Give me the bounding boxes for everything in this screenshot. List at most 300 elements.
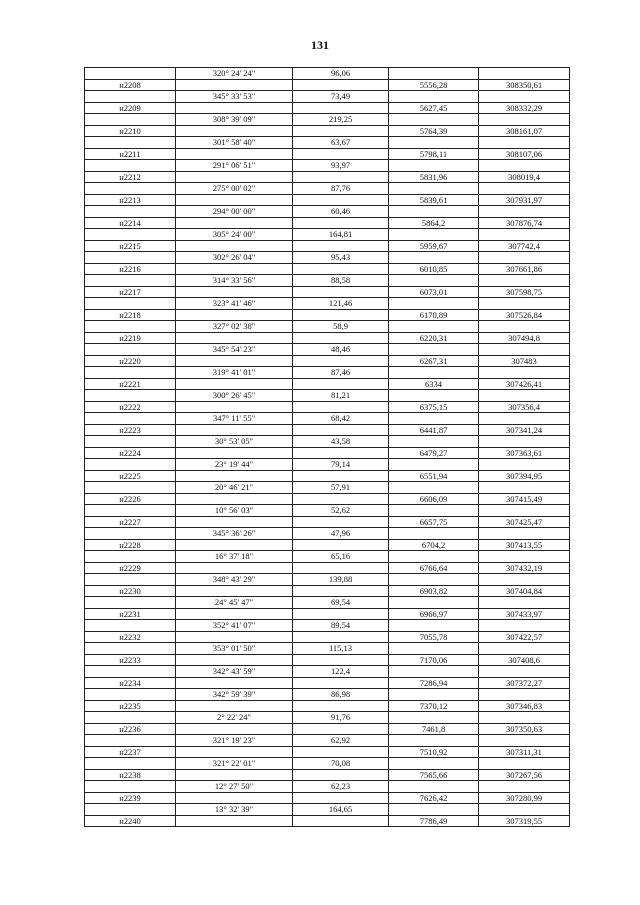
x-coordinate-cell: 7370,12 <box>389 700 479 712</box>
y-coordinate-cell: 308350,61 <box>479 79 570 91</box>
point-row <box>85 470 570 482</box>
x-coordinate-cell: 5627,45 <box>389 102 479 114</box>
point-name-cell <box>85 528 176 540</box>
x-coordinate-cell: 6441,87 <box>389 424 479 436</box>
point-name-cell <box>85 482 176 494</box>
direction-angle-cell: 342° 43' 59" <box>176 666 293 678</box>
point-name-cell <box>85 114 176 126</box>
distance-cell <box>293 263 389 275</box>
distance-cell: 164,65 <box>293 804 389 816</box>
point-name-cell <box>85 252 176 264</box>
direction-angle-cell: 10° 56' 03" <box>176 505 293 517</box>
distance-cell <box>293 332 389 344</box>
x-coordinate-cell <box>389 252 479 264</box>
y-coordinate-cell: 308332,29 <box>479 102 570 114</box>
segment-row <box>85 735 570 747</box>
x-coordinate-cell <box>389 528 479 540</box>
coordinates-table-body <box>85 68 570 827</box>
distance-cell <box>293 102 389 114</box>
direction-angle-cell <box>176 125 293 137</box>
x-coordinate-cell: 5831,96 <box>389 171 479 183</box>
y-coordinate-cell: 307415,49 <box>479 493 570 505</box>
direction-angle-cell: 345° 33' 53" <box>176 91 293 103</box>
x-coordinate-cell <box>389 781 479 793</box>
y-coordinate-cell: 307432,19 <box>479 562 570 574</box>
distance-cell <box>293 309 389 321</box>
x-coordinate-cell <box>389 643 479 655</box>
point-name-cell <box>85 436 176 448</box>
direction-angle-cell <box>176 447 293 459</box>
distance-cell <box>293 194 389 206</box>
direction-angle-cell: 13° 32' 39" <box>176 804 293 816</box>
y-coordinate-cell <box>479 804 570 816</box>
y-coordinate-cell <box>479 735 570 747</box>
distance-cell: 79,14 <box>293 459 389 471</box>
y-coordinate-cell <box>479 183 570 195</box>
y-coordinate-cell <box>479 712 570 724</box>
distance-cell: 93,97 <box>293 160 389 172</box>
y-coordinate-cell <box>479 574 570 586</box>
point-row <box>85 815 570 827</box>
y-coordinate-cell <box>479 160 570 172</box>
direction-angle-cell <box>176 217 293 229</box>
point-row <box>85 585 570 597</box>
distance-cell <box>293 378 389 390</box>
segment-row <box>85 390 570 402</box>
y-coordinate-cell: 307526,84 <box>479 309 570 321</box>
y-coordinate-cell <box>479 620 570 632</box>
direction-angle-cell: 319° 41' 01" <box>176 367 293 379</box>
point-name-cell: н2228 <box>85 539 176 551</box>
direction-angle-cell <box>176 677 293 689</box>
point-row <box>85 309 570 321</box>
distance-cell: 95,43 <box>293 252 389 264</box>
x-coordinate-cell: 7170,06 <box>389 654 479 666</box>
y-coordinate-cell <box>479 459 570 471</box>
direction-angle-cell <box>176 815 293 827</box>
point-name-cell <box>85 574 176 586</box>
direction-angle-cell <box>176 378 293 390</box>
distance-cell: 62,23 <box>293 781 389 793</box>
y-coordinate-cell <box>479 758 570 770</box>
distance-cell <box>293 769 389 781</box>
direction-angle-cell <box>176 424 293 436</box>
x-coordinate-cell: 5839,61 <box>389 194 479 206</box>
point-name-cell <box>85 137 176 149</box>
distance-cell <box>293 217 389 229</box>
point-name-cell: н2212 <box>85 171 176 183</box>
point-name-cell <box>85 643 176 655</box>
point-name-cell: н2213 <box>85 194 176 206</box>
point-name-cell <box>85 298 176 310</box>
distance-cell <box>293 171 389 183</box>
distance-cell <box>293 700 389 712</box>
x-coordinate-cell: 6010,85 <box>389 263 479 275</box>
y-coordinate-cell <box>479 114 570 126</box>
direction-angle-cell: 23° 19' 44" <box>176 459 293 471</box>
point-name-cell: н2219 <box>85 332 176 344</box>
point-name-cell: н2220 <box>85 355 176 367</box>
distance-cell: 70,08 <box>293 758 389 770</box>
x-coordinate-cell <box>389 666 479 678</box>
point-row <box>85 263 570 275</box>
segment-row <box>85 229 570 241</box>
direction-angle-cell <box>176 585 293 597</box>
point-name-cell <box>85 367 176 379</box>
direction-angle-cell <box>176 562 293 574</box>
y-coordinate-cell <box>479 137 570 149</box>
direction-angle-cell: 291° 06' 51" <box>176 160 293 172</box>
distance-cell <box>293 470 389 482</box>
y-coordinate-cell: 307413,55 <box>479 539 570 551</box>
x-coordinate-cell: 6766,64 <box>389 562 479 574</box>
segment-row <box>85 528 570 540</box>
segment-row <box>85 298 570 310</box>
segment-row <box>85 804 570 816</box>
direction-angle-cell: 305° 24' 00" <box>176 229 293 241</box>
distance-cell <box>293 493 389 505</box>
point-name-cell: н2233 <box>85 654 176 666</box>
y-coordinate-cell <box>479 528 570 540</box>
y-coordinate-cell: 307494,8 <box>479 332 570 344</box>
direction-angle-cell: 353° 01' 50" <box>176 643 293 655</box>
segment-row <box>85 68 570 80</box>
point-name-cell <box>85 620 176 632</box>
x-coordinate-cell: 6170,89 <box>389 309 479 321</box>
x-coordinate-cell: 5556,28 <box>389 79 479 91</box>
point-name-cell <box>85 505 176 517</box>
coordinates-table <box>84 67 570 827</box>
x-coordinate-cell <box>389 413 479 425</box>
segment-row <box>85 712 570 724</box>
point-row <box>85 447 570 459</box>
y-coordinate-cell: 307742,4 <box>479 240 570 252</box>
point-name-cell <box>85 712 176 724</box>
y-coordinate-cell: 307346,83 <box>479 700 570 712</box>
point-name-cell: н2208 <box>85 79 176 91</box>
x-coordinate-cell: 6334 <box>389 378 479 390</box>
distance-cell <box>293 792 389 804</box>
point-name-cell: н2209 <box>85 102 176 114</box>
distance-cell: 60,46 <box>293 206 389 218</box>
distance-cell <box>293 746 389 758</box>
point-name-cell: н2234 <box>85 677 176 689</box>
direction-angle-cell <box>176 608 293 620</box>
y-coordinate-cell <box>479 482 570 494</box>
point-row <box>85 102 570 114</box>
direction-angle-cell <box>176 102 293 114</box>
point-name-cell: н2237 <box>85 746 176 758</box>
distance-cell <box>293 286 389 298</box>
distance-cell: 69,54 <box>293 597 389 609</box>
point-name-cell: н2218 <box>85 309 176 321</box>
point-name-cell <box>85 344 176 356</box>
y-coordinate-cell: 307363,61 <box>479 447 570 459</box>
x-coordinate-cell <box>389 551 479 563</box>
x-coordinate-cell: 7786,49 <box>389 815 479 827</box>
segment-row <box>85 643 570 655</box>
x-coordinate-cell <box>389 735 479 747</box>
direction-angle-cell: 2° 22' 24" <box>176 712 293 724</box>
point-name-cell <box>85 551 176 563</box>
segment-row <box>85 436 570 448</box>
point-name-cell <box>85 804 176 816</box>
y-coordinate-cell: 307319,55 <box>479 815 570 827</box>
point-name-cell <box>85 229 176 241</box>
y-coordinate-cell <box>479 666 570 678</box>
x-coordinate-cell <box>389 321 479 333</box>
point-name-cell: н2224 <box>85 447 176 459</box>
y-coordinate-cell <box>479 229 570 241</box>
distance-cell: 96,06 <box>293 68 389 80</box>
x-coordinate-cell: 7055,78 <box>389 631 479 643</box>
y-coordinate-cell: 307433,97 <box>479 608 570 620</box>
distance-cell: 89,54 <box>293 620 389 632</box>
x-coordinate-cell <box>389 505 479 517</box>
point-name-cell: н2226 <box>85 493 176 505</box>
distance-cell: 43,58 <box>293 436 389 448</box>
point-name-cell: н2222 <box>85 401 176 413</box>
y-coordinate-cell: 307422,57 <box>479 631 570 643</box>
x-coordinate-cell <box>389 390 479 402</box>
y-coordinate-cell: 307356,4 <box>479 401 570 413</box>
direction-angle-cell <box>176 539 293 551</box>
point-name-cell: н2232 <box>85 631 176 643</box>
x-coordinate-cell: 7626,42 <box>389 792 479 804</box>
segment-row <box>85 137 570 149</box>
y-coordinate-cell: 307350,63 <box>479 723 570 735</box>
segment-row <box>85 574 570 586</box>
y-coordinate-cell <box>479 91 570 103</box>
direction-angle-cell: 294° 00' 00" <box>176 206 293 218</box>
distance-cell <box>293 815 389 827</box>
distance-cell <box>293 608 389 620</box>
direction-angle-cell <box>176 194 293 206</box>
distance-cell: 139,88 <box>293 574 389 586</box>
distance-cell <box>293 631 389 643</box>
y-coordinate-cell: 307598,75 <box>479 286 570 298</box>
point-name-cell: н2214 <box>85 217 176 229</box>
point-name-cell: н2221 <box>85 378 176 390</box>
point-name-cell: н2211 <box>85 148 176 160</box>
y-coordinate-cell <box>479 321 570 333</box>
segment-row <box>85 505 570 517</box>
point-name-cell: н2236 <box>85 723 176 735</box>
segment-row <box>85 689 570 701</box>
distance-cell: 48,46 <box>293 344 389 356</box>
point-name-cell <box>85 321 176 333</box>
y-coordinate-cell: 307394,95 <box>479 470 570 482</box>
direction-angle-cell <box>176 309 293 321</box>
direction-angle-cell: 24° 45' 47" <box>176 597 293 609</box>
x-coordinate-cell: 6657,75 <box>389 516 479 528</box>
distance-cell: 57,91 <box>293 482 389 494</box>
x-coordinate-cell <box>389 344 479 356</box>
y-coordinate-cell <box>479 367 570 379</box>
point-row <box>85 171 570 183</box>
point-row <box>85 194 570 206</box>
x-coordinate-cell <box>389 597 479 609</box>
distance-cell <box>293 79 389 91</box>
y-coordinate-cell <box>479 413 570 425</box>
y-coordinate-cell <box>479 643 570 655</box>
y-coordinate-cell: 307425,47 <box>479 516 570 528</box>
direction-angle-cell <box>176 493 293 505</box>
y-coordinate-cell: 307661,86 <box>479 263 570 275</box>
point-name-cell <box>85 459 176 471</box>
point-row <box>85 378 570 390</box>
x-coordinate-cell: 6704,2 <box>389 539 479 551</box>
segment-row <box>85 160 570 172</box>
segment-row <box>85 252 570 264</box>
x-coordinate-cell <box>389 804 479 816</box>
direction-angle-cell: 308° 39' 09" <box>176 114 293 126</box>
point-row <box>85 424 570 436</box>
point-name-cell <box>85 781 176 793</box>
direction-angle-cell <box>176 654 293 666</box>
point-row <box>85 493 570 505</box>
segment-row <box>85 344 570 356</box>
x-coordinate-cell: 6375,15 <box>389 401 479 413</box>
y-coordinate-cell: 307483 <box>479 355 570 367</box>
direction-angle-cell <box>176 171 293 183</box>
distance-cell <box>293 677 389 689</box>
direction-angle-cell: 16° 37' 18" <box>176 551 293 563</box>
point-row <box>85 79 570 91</box>
distance-cell: 115,13 <box>293 643 389 655</box>
x-coordinate-cell: 6220,31 <box>389 332 479 344</box>
point-row <box>85 240 570 252</box>
point-name-cell: н2231 <box>85 608 176 620</box>
y-coordinate-cell <box>479 275 570 287</box>
segment-row <box>85 482 570 494</box>
y-coordinate-cell: 307311,31 <box>479 746 570 758</box>
point-name-cell: н2215 <box>85 240 176 252</box>
distance-cell: 91,76 <box>293 712 389 724</box>
point-name-cell <box>85 666 176 678</box>
point-row <box>85 217 570 229</box>
x-coordinate-cell: 6551,94 <box>389 470 479 482</box>
direction-angle-cell: 314° 33' 56" <box>176 275 293 287</box>
point-row <box>85 654 570 666</box>
x-coordinate-cell <box>389 183 479 195</box>
y-coordinate-cell <box>479 781 570 793</box>
x-coordinate-cell <box>389 229 479 241</box>
point-row <box>85 746 570 758</box>
distance-cell <box>293 148 389 160</box>
segment-row <box>85 183 570 195</box>
point-name-cell <box>85 183 176 195</box>
x-coordinate-cell <box>389 482 479 494</box>
point-row <box>85 562 570 574</box>
direction-angle-cell <box>176 263 293 275</box>
direction-angle-cell <box>176 516 293 528</box>
direction-angle-cell: 30° 53' 05" <box>176 436 293 448</box>
distance-cell <box>293 562 389 574</box>
distance-cell: 73,49 <box>293 91 389 103</box>
direction-angle-cell <box>176 700 293 712</box>
distance-cell: 62,92 <box>293 735 389 747</box>
direction-angle-cell: 345° 54' 23" <box>176 344 293 356</box>
direction-angle-cell: 348° 43' 29" <box>176 574 293 586</box>
distance-cell: 88,58 <box>293 275 389 287</box>
x-coordinate-cell <box>389 758 479 770</box>
direction-angle-cell: 327° 02' 38" <box>176 321 293 333</box>
point-name-cell: н2229 <box>85 562 176 574</box>
point-name-cell: н2240 <box>85 815 176 827</box>
point-name-cell <box>85 735 176 747</box>
distance-cell <box>293 539 389 551</box>
point-row <box>85 148 570 160</box>
point-name-cell <box>85 390 176 402</box>
y-coordinate-cell: 307280,99 <box>479 792 570 804</box>
segment-row <box>85 758 570 770</box>
point-name-cell <box>85 206 176 218</box>
point-row <box>85 769 570 781</box>
direction-angle-cell: 321° 22' 01" <box>176 758 293 770</box>
point-name-cell: н2230 <box>85 585 176 597</box>
x-coordinate-cell: 6606,09 <box>389 493 479 505</box>
direction-angle-cell <box>176 723 293 735</box>
direction-angle-cell: 301° 58' 40" <box>176 137 293 149</box>
x-coordinate-cell <box>389 459 479 471</box>
distance-cell: 121,46 <box>293 298 389 310</box>
distance-cell: 87,76 <box>293 183 389 195</box>
x-coordinate-cell: 7461,8 <box>389 723 479 735</box>
direction-angle-cell: 302° 26' 04" <box>176 252 293 264</box>
direction-angle-cell: 352° 41' 07" <box>176 620 293 632</box>
point-name-cell <box>85 758 176 770</box>
point-name-cell: н2235 <box>85 700 176 712</box>
y-coordinate-cell: 307931,97 <box>479 194 570 206</box>
x-coordinate-cell: 6479,27 <box>389 447 479 459</box>
direction-angle-cell: 323° 41' 46" <box>176 298 293 310</box>
distance-cell: 86,98 <box>293 689 389 701</box>
x-coordinate-cell: 5864,2 <box>389 217 479 229</box>
distance-cell <box>293 723 389 735</box>
x-coordinate-cell: 7565,66 <box>389 769 479 781</box>
x-coordinate-cell <box>389 137 479 149</box>
distance-cell <box>293 585 389 597</box>
segment-row <box>85 666 570 678</box>
distance-cell: 87,46 <box>293 367 389 379</box>
distance-cell: 47,96 <box>293 528 389 540</box>
x-coordinate-cell: 6966,97 <box>389 608 479 620</box>
distance-cell <box>293 654 389 666</box>
distance-cell <box>293 355 389 367</box>
x-coordinate-cell <box>389 367 479 379</box>
point-name-cell <box>85 413 176 425</box>
distance-cell <box>293 125 389 137</box>
x-coordinate-cell: 6267,31 <box>389 355 479 367</box>
x-coordinate-cell <box>389 620 479 632</box>
x-coordinate-cell <box>389 689 479 701</box>
point-name-cell <box>85 275 176 287</box>
x-coordinate-cell <box>389 160 479 172</box>
direction-angle-cell <box>176 355 293 367</box>
distance-cell: 58,9 <box>293 321 389 333</box>
y-coordinate-cell <box>479 252 570 264</box>
direction-angle-cell <box>176 769 293 781</box>
direction-angle-cell <box>176 286 293 298</box>
direction-angle-cell <box>176 332 293 344</box>
distance-cell <box>293 516 389 528</box>
point-name-cell: н2223 <box>85 424 176 436</box>
y-coordinate-cell: 308107,06 <box>479 148 570 160</box>
y-coordinate-cell <box>479 505 570 517</box>
point-name-cell <box>85 160 176 172</box>
point-name-cell: н2238 <box>85 769 176 781</box>
